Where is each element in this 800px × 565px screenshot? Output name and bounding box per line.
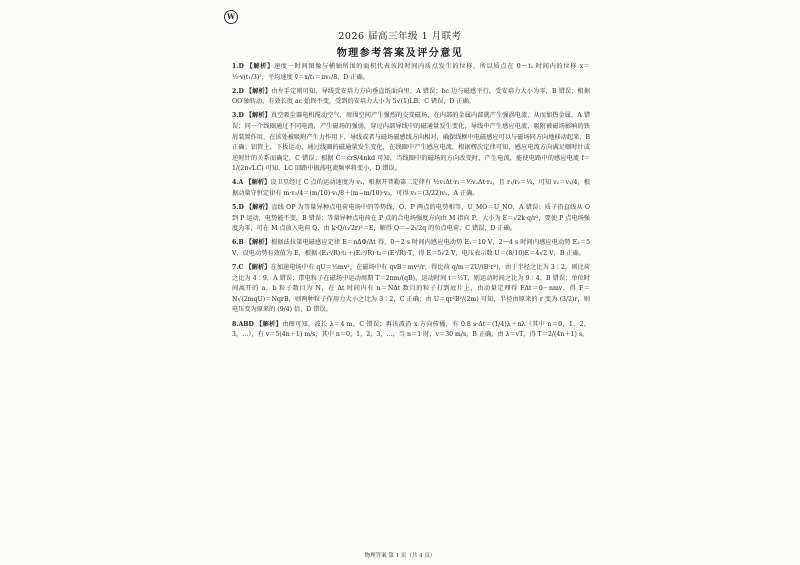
answer-text: 速度一时间图像与横轴所围的面积代表该段时间内质点发生的位移，所以质点在 0～t₁ 时间内的位移 x＝½·v(t₁/3)²，平均速度 v̄＝x/t₁＝πv₁/8，D 正确。	[232, 63, 591, 81]
answer-content	[232, 62, 590, 344]
answer-item-1	[232, 62, 590, 83]
answer-text: 由图可知，波长 λ＝4 m，C 错误；再该波沿 x 方向传播，有 0.8 s·Δt＝(1/4)λ＋nλ（其中 n＝0，1，2，3，…），有 v＝5(4n＋1) m/s，其中 n＝0，1，2，3，…，当 n＝1 时，v＝30 m/s，B 正确，由 λ＝vT，得 T＝2/(4n＋1) s。	[232, 320, 591, 339]
answer-item-7	[232, 263, 590, 316]
answer-text: 设卫星经过 C 点的运动速度为 v₁，根据开普勒第二定律有 ½v₁Δt·r₁＝½v₂Δt·r₂，且 r₁/r₂＝¼，可知 v₂＝v₁/4，根据动量守恒定律有 m·v₁/4＝(m/10)·v₁/8＋(m−m/10)·v₃，可得 v₃＝(3/22)v₁，A 正确。	[232, 179, 591, 198]
exam-title: 2026 届高三年级 1 月联考	[338, 31, 462, 42]
corner-logo: W	[224, 10, 238, 24]
answer-item-8	[232, 320, 590, 341]
answer-number: 6.B	[232, 239, 244, 247]
page-footer: 物理答案 第 1 页（共 4 页）	[364, 553, 436, 559]
answer-item-5	[232, 203, 590, 235]
answer-text: 由左手定则可知，导线受安培力方向垂直纸面向里，A 错误；bc 边与磁感平行，受安培力大小为零，B 错误；根据 OO′轴转动，有效长度 ac 始终不变，受到的安培力大小为 5√(1)LB，C 错误，D 正确。	[232, 87, 591, 106]
analysis-tag: 【解析】	[245, 239, 271, 247]
analysis-tag: 【解析】	[245, 204, 272, 212]
answer-number: 8.ABD	[232, 320, 254, 328]
answer-item-3	[232, 111, 590, 175]
page-title: 物理参考答案及评分意见	[336, 48, 464, 59]
analysis-tag: 【解析】	[245, 112, 271, 120]
answer-item-2	[232, 87, 590, 108]
analysis-tag: 【解析】	[245, 87, 272, 95]
analysis-tag: 【解析】	[245, 179, 271, 187]
answer-text: 根据法拉第电磁感应定律 E＝nΔΦ/Δt 得，0～2 s 时间内感应电动势 E₁＝10 V，2～4 s 时间内感应电动势 E₂＝5 V，设电动势有效值为 E，根据 (E₁²/R)·t₁＋(E₂²/R)·t₂＝(E²/R)·T，得 E＝5√2 V，电压表示数 U＝(8/10)E＝4√2 V，B 正确。	[232, 239, 591, 257]
analysis-tag: 【解析】	[245, 264, 271, 272]
analysis-tag: 【解析】	[246, 63, 274, 70]
answer-text: 真空吸尘器电机搅动空气，周围空间产生强烈的交变磁场，在内部的金属内部就产生强涡电流，从而加热金属，A 错误；同一个线圈通过不同电流，产生磁场的强弱，穿过内部导线中的磁通量发生变化，导线中产生感应电流，吸附被磁场影响的铁屑装置作用，在该处被吸附产生力作用下，导线或者与磁场磁感线方向相对，确保线框中电磁感应可以与磁场同方向地移动起来，B 正确；铝管上，下板运动，通过线圈的磁通量发生变化，在线圈中产生感应电流，根据楞次定律可知，感应电流方向满足顺时针或逆时针的关系而确定，C 错误；根据 C＝εrS/4πkd 可知，当线圈中的磁场的方向改变时，产生电流，能使电路中的感应电流 f＝1/(2π√LC) 可知，LC 回路中振荡电流频率将变小，D 错误。	[232, 112, 591, 173]
answer-text: 在加速电场中有 qU＝½mv²，在磁场中有 qvB＝mv²/r，得比荷 q/m＝2U/(B²r²)，由于半径之比为 3∶2，则比荷之比为 4∶9，A 错误；带电粒子在磁场中运动周期 T＝2πm/(qB)，运动时间 t＝½T，则运动时间之比为 9∶4，B 错误；单位时间离开的 a、b 粒子数目为 N，在 Δt 时间内有 n＝NΔt 数目的粒子打到底片上，由动量定理得 FΔt＝0－nmv，得 F＝N√(2mqU)＝NqrB，则两种粒子作用力大小之比为 3∶2，C 正确；由 U＝qr²B²/(2m) 可知，半径由原来的 r 变为 (3/2)r，则电压变为原来的 (9/4) 倍，D 错误。	[232, 264, 590, 314]
answer-number: 4.A	[232, 179, 244, 187]
answer-number: 3.D	[232, 112, 244, 120]
analysis-tag: 【解析】	[256, 320, 283, 328]
answer-item-4	[232, 178, 590, 199]
answer-number: 1.D	[232, 63, 244, 70]
answer-number: 2.D	[232, 87, 244, 95]
answer-item-6	[232, 238, 590, 259]
answer-text: 直线 OP 为等量异种点电荷电场中的等势线，O、P 两点的电势相等，U_MO＝U_NO，A 错误；质子沿直线从 O 到 P 运动，电势能不变，B 错误；等量异种点电荷在 P 点的合电场强度方向由 M 指向 P，大小为 E＝√2k·q/r²，要使 P 点电场强度为零，可在 M 点放入电荷 Q，由 k·Q/(√2r)²＝E，解得 Q＝−2√2q 的负点电荷，C 错误，D 正确。	[232, 204, 590, 233]
answer-number: 7.C	[232, 264, 244, 272]
answer-number: 5.D	[232, 204, 244, 212]
